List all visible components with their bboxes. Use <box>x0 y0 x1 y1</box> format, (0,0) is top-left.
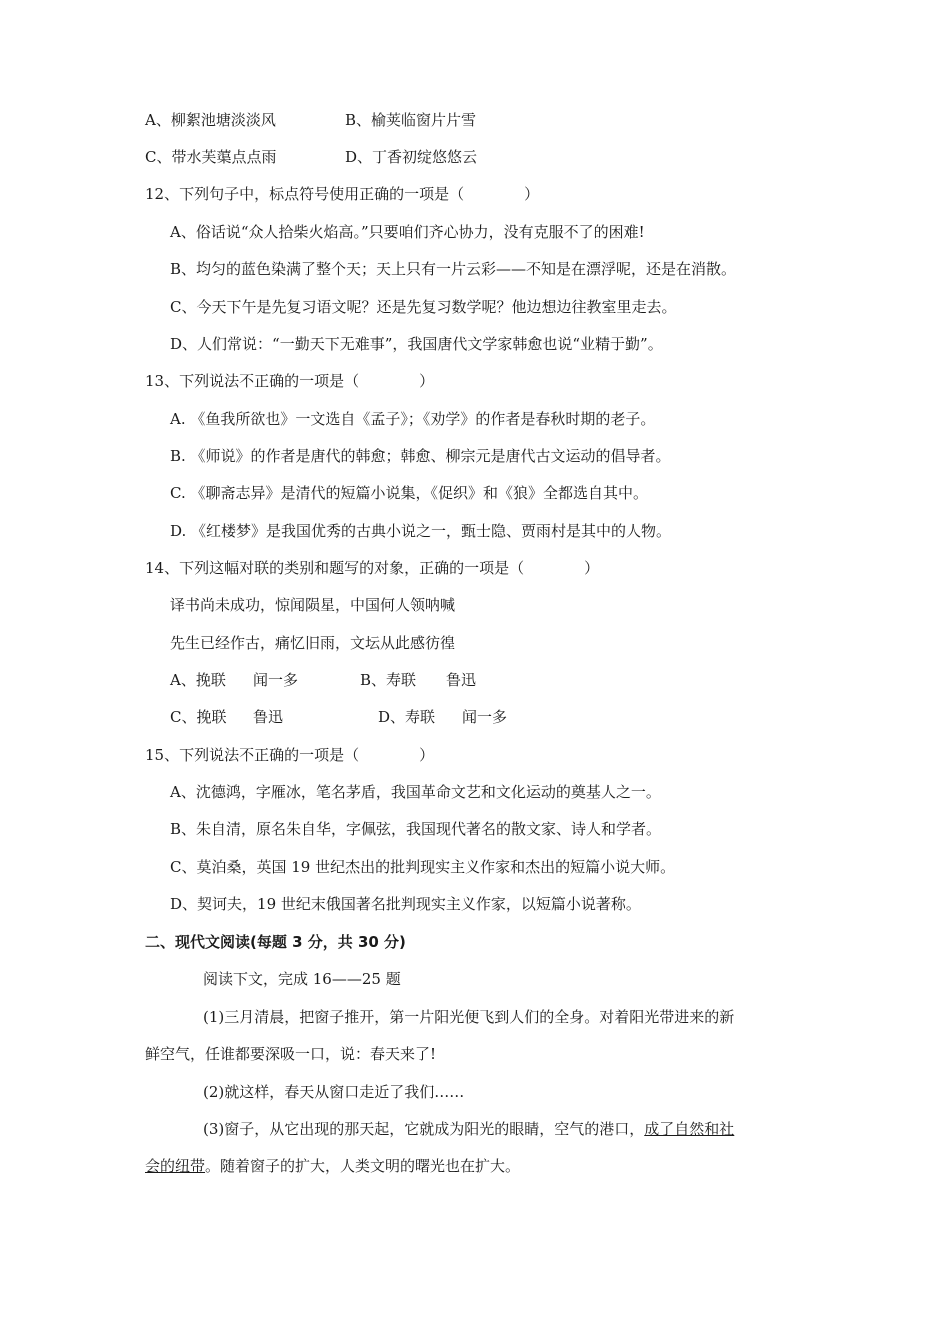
q13-option-c: C. 《聊斋志异》是清代的短篇小说集，《促织》和《狼》全都选自其中。 <box>170 484 648 502</box>
q13-stem: 13、下列说法不正确的一项是（ ） <box>145 372 435 390</box>
paragraph-3-line-2 <box>145 1156 520 1176</box>
q14-option-b-person: 鲁迅 <box>446 671 477 689</box>
q14-couplet-line-2: 先生已经作古，痛忆旧雨，文坛从此感彷徨 <box>170 634 456 652</box>
q15-stem: 15、下列说法不正确的一项是（ ） <box>145 746 435 764</box>
q14-option-d-person: 闻一多 <box>462 708 508 726</box>
q13-option-d: D. 《红楼梦》是我国优秀的古典小说之一，甄士隐、贾雨村是其中的人物。 <box>170 522 672 540</box>
paragraph-3-line-1 <box>203 1119 734 1139</box>
q14-option-b-type: B、寿联 <box>360 671 417 689</box>
q15-option-a: A、沈德鸿，字雁冰，笔名茅盾，我国革命文艺和文化运动的奠基人之一。 <box>170 783 661 801</box>
paragraph-1-line-1: (1)三月清晨，把窗子推开，第一片阳光便飞到人们的全身。对着阳光带进来的新 <box>203 1008 735 1026</box>
q12-stem: 12、下列句子中，标点符号使用正确的一项是（ ） <box>145 185 540 203</box>
q14-couplet-line-1: 译书尚未成功，惊闻陨星，中国何人领呐喊 <box>170 596 456 614</box>
q11-option-d: D、丁香初绽悠悠云 <box>345 148 478 166</box>
q13-option-a: A. 《鱼我所欲也》一文选自《孟子》；《劝学》的作者是春秋时期的老子。 <box>170 410 656 428</box>
q11-option-b: B、榆荚临窗片片雪 <box>345 111 477 129</box>
q15-option-d: D、契诃夫，19 世纪末俄国著名批判现实主义作家，以短篇小说著称。 <box>170 895 641 913</box>
q14-option-c-type: C、挽联 <box>170 708 227 726</box>
q14-option-d-type: D、寿联 <box>378 708 436 726</box>
paragraph-3-underlined-phrase: 成了自然和社 <box>644 1120 735 1138</box>
q14-option-a-type: A、挽联 <box>170 671 226 689</box>
q11-option-c: C、带水芙蕖点点雨 <box>145 148 277 166</box>
q15-option-b: B、朱自清，原名朱自华，字佩弦，我国现代著名的散文家、诗人和学者。 <box>170 820 662 838</box>
paragraph-3-text-end: 。随着窗子的扩大，人类文明的曙光也在扩大。 <box>205 1157 521 1175</box>
paragraph-2: (2)就这样，春天从窗口走近了我们…… <box>203 1083 465 1101</box>
q12-option-c: C、今天下午是先复习语文呢？还是先复习数学呢？他边想边往教室里走去。 <box>170 298 677 316</box>
q14-stem: 14、下列这幅对联的类别和题写的对象，正确的一项是（ ） <box>145 559 600 577</box>
paragraph-3-text: (3)窗子，从它出现的那天起，它就成为阳光的眼睛，空气的港口， <box>203 1120 645 1138</box>
section-heading: 二、现代文阅读(每题 3 分，共 30 分) <box>145 933 406 951</box>
q12-option-a: A、俗话说“众人拾柴火焰高。”只要咱们齐心协力，没有克服不了的困难! <box>170 223 645 241</box>
q14-option-a-person: 闻一多 <box>253 671 299 689</box>
q11-option-a: A、柳絮池塘淡淡风 <box>145 111 276 129</box>
q13-option-b: B. 《师说》的作者是唐代的韩愈；韩愈、柳宗元是唐代古文运动的倡导者。 <box>170 447 671 465</box>
paragraph-1-line-2: 鲜空气，任谁都要深吸一口，说：春天来了! <box>145 1045 437 1063</box>
q12-option-b: B、均匀的蓝色染满了整个天；天上只有一片云彩——不知是在漂浮呢，还是在消散。 <box>170 260 737 278</box>
paragraph-3-underlined-phrase-end: 会的纽带 <box>145 1157 206 1175</box>
q12-option-d: D、人们常说：“一勤天下无难事”，我国唐代文学家韩愈也说“业精于勤”。 <box>170 335 663 353</box>
q14-option-c-person: 鲁迅 <box>253 708 284 726</box>
reading-instruction: 阅读下文，完成 16——25 题 <box>203 970 401 988</box>
q15-option-c: C、莫泊桑，英国 19 世纪杰出的批判现实主义作家和杰出的短篇小说大师。 <box>170 858 676 876</box>
